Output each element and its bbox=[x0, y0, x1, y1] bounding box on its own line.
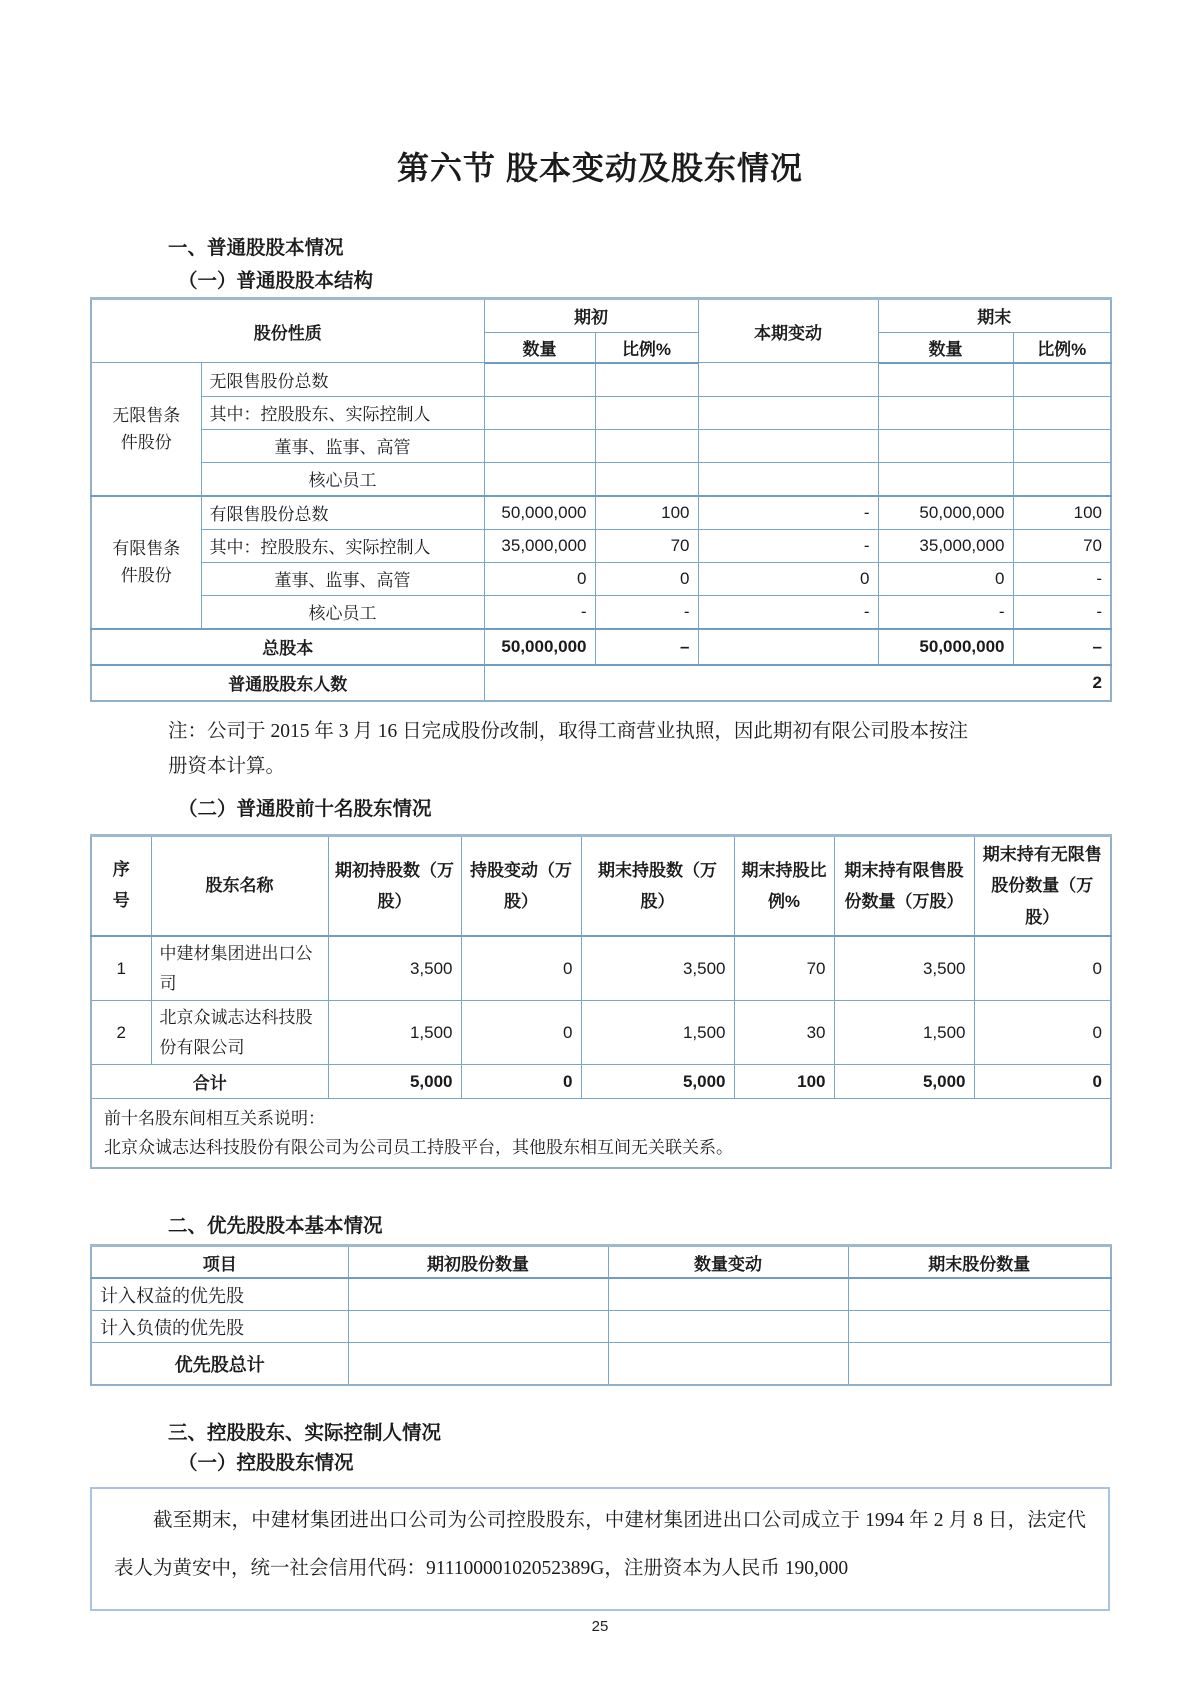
table-cell: 30 bbox=[734, 1001, 834, 1065]
table-cell bbox=[484, 429, 595, 462]
table-cell bbox=[848, 1343, 1111, 1386]
table-cell: 100 bbox=[595, 496, 698, 530]
table-cell: - bbox=[878, 595, 1013, 629]
section-2-heading: 二、优先股股本基本情况 bbox=[168, 1215, 383, 1238]
table-row bbox=[91, 462, 1111, 496]
table-cell: 5,000 bbox=[328, 1065, 461, 1099]
table-cell: 3,500 bbox=[328, 936, 461, 1001]
row-label: 其中：控股股东、实际控制人 bbox=[201, 529, 484, 562]
table-cell bbox=[348, 1278, 608, 1311]
preferred-shares-table bbox=[90, 1244, 1112, 1386]
table-cell bbox=[484, 462, 595, 496]
shareholder-count-row bbox=[91, 665, 1111, 701]
column-header: 数量 bbox=[484, 332, 595, 363]
table-cell: 1,500 bbox=[328, 1001, 461, 1065]
table-cell bbox=[698, 363, 878, 397]
table-cell bbox=[608, 1311, 848, 1343]
column-header bbox=[91, 835, 151, 936]
section-3-sub-1-heading: （一）控股股东情况 bbox=[178, 1452, 354, 1475]
table-cell bbox=[698, 429, 878, 462]
column-header: 股份性质 bbox=[91, 298, 484, 363]
table-cell: 1,500 bbox=[581, 1001, 734, 1065]
table-cell: - bbox=[698, 595, 878, 629]
section-1-heading: 一、普通股股本情况 bbox=[168, 236, 344, 259]
table-cell bbox=[595, 396, 698, 429]
note-text: 注：公司于 2015 年 3 月 16 日完成股份改制，取得工商营业执照，因此期初有限公司股本按注册资本计算。 bbox=[168, 720, 968, 777]
column-header: 期初 bbox=[484, 298, 698, 332]
table-cell: 0 bbox=[461, 936, 581, 1001]
table-cell: – bbox=[595, 629, 698, 665]
relation-note-row bbox=[91, 1099, 1111, 1169]
table-cell bbox=[484, 363, 595, 397]
table-cell bbox=[608, 1278, 848, 1311]
row-label: 核心员工 bbox=[201, 595, 484, 629]
table-cell: – bbox=[1013, 629, 1111, 665]
column-header: 股东名称 bbox=[151, 835, 328, 936]
table-cell: 50,000,000 bbox=[484, 496, 595, 530]
table-row bbox=[91, 363, 1111, 397]
table-cell: 50,000,000 bbox=[878, 629, 1013, 665]
column-header: 本期变动 bbox=[698, 298, 878, 363]
row-group-label: 无限售条件股份 bbox=[91, 363, 201, 496]
table-cell: 1 bbox=[91, 936, 151, 1001]
table-cell: 0 bbox=[484, 562, 595, 595]
column-header: 期末持有无限售股份数量（万股） bbox=[974, 835, 1111, 936]
table-cell: - bbox=[484, 595, 595, 629]
relation-note-cell bbox=[91, 1099, 1111, 1169]
table-cell bbox=[1013, 363, 1111, 397]
table-cell bbox=[878, 363, 1013, 397]
row-label: 普通股股东人数 bbox=[91, 665, 484, 701]
table-cell: 100 bbox=[734, 1065, 834, 1099]
table-cell bbox=[595, 363, 698, 397]
column-header: 期初股份数量 bbox=[348, 1246, 608, 1279]
table-cell bbox=[595, 462, 698, 496]
table-cell: 2 bbox=[91, 1001, 151, 1065]
column-header: 比例% bbox=[1013, 332, 1111, 363]
relation-note-text: 北京众诚志达科技股份有限公司为公司员工持股平台，其他股东相互间无关联关系。 bbox=[104, 1138, 733, 1158]
row-label: 计入权益的优先股 bbox=[91, 1278, 348, 1311]
table-row bbox=[91, 595, 1111, 629]
column-header-label: 序号 bbox=[112, 860, 130, 910]
column-header: 项目 bbox=[91, 1246, 348, 1279]
section-1-sub-2-heading: （二）普通股前十名股东情况 bbox=[178, 797, 432, 820]
column-header: 期末持股数（万股） bbox=[581, 835, 734, 936]
table-row bbox=[91, 396, 1111, 429]
table-row bbox=[91, 1001, 1111, 1065]
table-cell: 0 bbox=[974, 1001, 1111, 1065]
table-cell bbox=[1013, 462, 1111, 496]
table-cell: 100 bbox=[1013, 496, 1111, 530]
section-3-heading: 三、控股股东、实际控制人情况 bbox=[168, 1422, 442, 1445]
table-cell: 0 bbox=[595, 562, 698, 595]
table-cell bbox=[878, 396, 1013, 429]
row-label: 核心员工 bbox=[201, 462, 484, 496]
table-cell: 0 bbox=[878, 562, 1013, 595]
table-cell: 5,000 bbox=[834, 1065, 974, 1099]
table-cell: - bbox=[698, 496, 878, 530]
table-header-row bbox=[91, 835, 1111, 936]
table-cell bbox=[348, 1343, 608, 1386]
table-row bbox=[91, 936, 1111, 1001]
table-cell bbox=[878, 462, 1013, 496]
column-header: 期末持有限售股份数量（万股） bbox=[834, 835, 974, 936]
shareholder-name: 中建材集团进出口公司 bbox=[151, 936, 328, 1001]
table-cell bbox=[698, 462, 878, 496]
table-cell: 70 bbox=[1013, 529, 1111, 562]
section-1-sub-1-heading: （一）普通股股本结构 bbox=[178, 269, 374, 292]
row-label: 合计 bbox=[91, 1065, 328, 1099]
table-cell bbox=[1013, 396, 1111, 429]
table-cell: 5,000 bbox=[581, 1065, 734, 1099]
row-label: 董事、监事、高管 bbox=[201, 562, 484, 595]
table-cell bbox=[878, 429, 1013, 462]
table-row bbox=[91, 562, 1111, 595]
relation-note-title: 前十名股东间相互关系说明： bbox=[104, 1109, 325, 1129]
row-label: 计入负债的优先股 bbox=[91, 1311, 348, 1343]
table-cell bbox=[595, 429, 698, 462]
total-row bbox=[91, 629, 1111, 665]
table-cell: 0 bbox=[461, 1065, 581, 1099]
table-cell bbox=[608, 1343, 848, 1386]
table-cell: 0 bbox=[974, 936, 1111, 1001]
table-cell: 35,000,000 bbox=[484, 529, 595, 562]
table-cell bbox=[1013, 429, 1111, 462]
column-header: 期初持股数（万股） bbox=[328, 835, 461, 936]
shareholder-name: 北京众诚志达科技股份有限公司 bbox=[151, 1001, 328, 1065]
document-page bbox=[90, 0, 1110, 1611]
table-cell: 50,000,000 bbox=[878, 496, 1013, 530]
table-cell: 3,500 bbox=[581, 936, 734, 1001]
column-header: 数量变动 bbox=[608, 1246, 848, 1279]
table-row bbox=[91, 1278, 1111, 1311]
column-header: 数量 bbox=[878, 332, 1013, 363]
table-cell: 70 bbox=[734, 936, 834, 1001]
table-row bbox=[91, 429, 1111, 462]
column-header: 比例% bbox=[595, 332, 698, 363]
table-cell bbox=[848, 1278, 1111, 1311]
row-label: 其中：控股股东、实际控制人 bbox=[201, 396, 484, 429]
table-cell: 0 bbox=[461, 1001, 581, 1065]
page-number: 25 bbox=[591, 1618, 609, 1635]
table-cell: 3,500 bbox=[834, 936, 974, 1001]
table-cell: - bbox=[595, 595, 698, 629]
table-cell: 35,000,000 bbox=[878, 529, 1013, 562]
total-row bbox=[91, 1343, 1111, 1386]
column-header: 期末股份数量 bbox=[848, 1246, 1111, 1279]
table-row bbox=[91, 1311, 1111, 1343]
total-row bbox=[91, 1065, 1111, 1099]
table-cell: 70 bbox=[595, 529, 698, 562]
top-shareholders-table bbox=[90, 834, 1112, 1169]
table-cell: 2 bbox=[484, 665, 1111, 701]
table-cell: - bbox=[1013, 562, 1111, 595]
table-row bbox=[91, 496, 1111, 530]
table-cell: 0 bbox=[698, 562, 878, 595]
doc-title: 第六节 股本变动及股东情况 bbox=[397, 150, 803, 186]
table-header-row bbox=[91, 1246, 1111, 1279]
table-cell: 1,500 bbox=[834, 1001, 974, 1065]
row-label: 董事、监事、高管 bbox=[201, 429, 484, 462]
row-label: 无限售股份总数 bbox=[201, 363, 484, 397]
table-cell bbox=[698, 629, 878, 665]
table-cell bbox=[348, 1311, 608, 1343]
table-header-row bbox=[91, 298, 1111, 332]
row-label: 总股本 bbox=[91, 629, 484, 665]
column-header: 期末持股比例% bbox=[734, 835, 834, 936]
table-row bbox=[91, 529, 1111, 562]
controlling-shareholder-box: 截至期末，中建材集团进出口公司为公司控股股东，中建材集团进出口公司成立于 1994 年 2 月 8 日，法定代表人为黄安中，统一社会信用代码：91110000102052389G，注册资本为人民币 190,000 bbox=[90, 1487, 1110, 1611]
column-header: 期末 bbox=[878, 298, 1111, 332]
table-cell: 50,000,000 bbox=[484, 629, 595, 665]
share-structure-table bbox=[90, 297, 1112, 702]
table-cell bbox=[848, 1311, 1111, 1343]
table-cell: 0 bbox=[974, 1065, 1111, 1099]
table-cell bbox=[484, 396, 595, 429]
row-label: 优先股总计 bbox=[91, 1343, 348, 1386]
table-cell bbox=[698, 396, 878, 429]
table-cell: - bbox=[698, 529, 878, 562]
row-label: 有限售股份总数 bbox=[201, 496, 484, 530]
row-group-label: 有限售条件股份 bbox=[91, 496, 201, 629]
table-cell: - bbox=[1013, 595, 1111, 629]
column-header: 持股变动（万股） bbox=[461, 835, 581, 936]
